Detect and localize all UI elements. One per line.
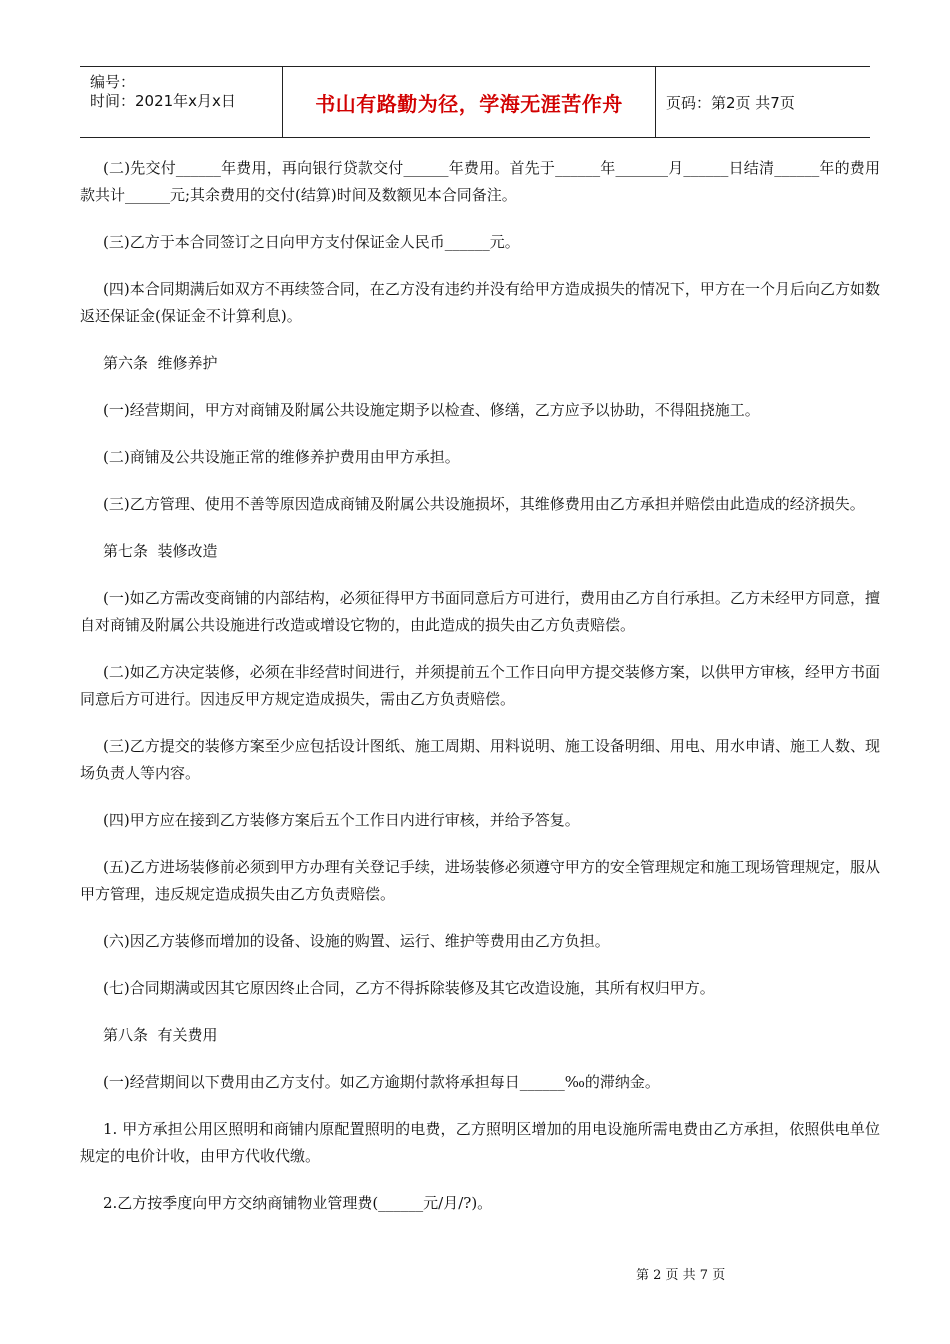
header-page-number: 页码：第2页 共7页 (666, 93, 795, 112)
page-header (80, 66, 870, 138)
paragraph: (四)甲方应在接到乙方装修方案后五个工作日内进行审核，并给予答复。 (103, 811, 580, 829)
section-heading: 第七条 装修改造 (103, 542, 218, 560)
header-meta-cell (80, 67, 282, 137)
paragraph: (三)乙方提交的装修方案至少应包括设计图纸、施工周期、用料说明、施工设备明细、用电、用水申请、施工人数、现场负责人等内容。 (80, 737, 880, 782)
paragraph: 2.乙方按季度向甲方交纳商铺物业管理费(______元/月/?)。 (103, 1194, 493, 1212)
header-page-cell (656, 67, 870, 137)
document-body (80, 155, 880, 1237)
footer-page-number: 第 2 页 共 7 页 (636, 1268, 726, 1283)
paragraph: (一)如乙方需改变商铺的内部结构，必须征得甲方书面同意后方可进行，费用由乙方自行承担。乙方未经甲方同意，擅自对商铺及附属公共设施进行改造或增设它物的，由此造成的损失由乙方负责赔偿。 (80, 589, 880, 634)
paragraph: (五)乙方进场装修前必须到甲方办理有关登记手续，进场装修必须遵守甲方的安全管理规定和施工现场管理规定，服从甲方管理，违反规定造成损失由乙方负责赔偿。 (80, 858, 880, 903)
section-heading: 第六条 维修养护 (103, 354, 218, 372)
paragraph: (一)经营期间，甲方对商铺及附属公共设施定期予以检查、修缮，乙方应予以协助，不得阻挠施工。 (103, 401, 760, 419)
paragraph: (六)因乙方装修而增加的设备、设施的购置、运行、维护等费用由乙方负担。 (103, 932, 610, 950)
section-heading: 第八条 有关费用 (103, 1026, 218, 1044)
header-motto-cell (282, 67, 656, 137)
document-date-label: 时间：2021年x月x日 (90, 92, 236, 110)
paragraph: 1. 甲方承担公用区照明和商铺内原配置照明的电费，乙方照明区增加的用电设施所需电费由乙方承担，依照供电单位规定的电价计收，由甲方代收代缴。 (80, 1120, 880, 1165)
paragraph: (七)合同期满或因其它原因终止合同，乙方不得拆除装修及其它改造设施，其所有权归甲方。 (103, 979, 715, 997)
paragraph: (二)先交付______年费用，再向银行贷款交付______年费用。首先于______年_______月______日结清______年的费用款共计______元;其余费用的交付(结算)时间及数额见本合同备注。 (80, 159, 880, 204)
paragraph: (二)商铺及公共设施正常的维修养护费用由甲方承担。 (103, 448, 460, 466)
header-motto: 书山有路勤为径，学海无涯苦作舟 (315, 91, 623, 116)
paragraph: (二)如乙方决定装修，必须在非经营时间进行，并须提前五个工作日向甲方提交装修方案，以供甲方审核，经甲方书面同意后方可进行。因违反甲方规定造成损失，需由乙方负责赔偿。 (80, 663, 880, 708)
paragraph: (一)经营期间以下费用由乙方支付。如乙方逾期付款将承担每日______‰的滞纳金。 (103, 1073, 660, 1091)
document-number-label: 编号： (90, 73, 136, 91)
paragraph: (三)乙方管理、使用不善等原因造成商铺及附属公共设施损坏，其维修费用由乙方承担并赔偿由此造成的经济损失。 (103, 495, 865, 513)
paragraph: (三)乙方于本合同签订之日向甲方支付保证金人民币______元。 (103, 233, 520, 251)
paragraph: (四)本合同期满后如双方不再续签合同，在乙方没有违约并没有给甲方造成损失的情况下，甲方在一个月后向乙方如数返还保证金(保证金不计算利息)。 (80, 280, 880, 325)
